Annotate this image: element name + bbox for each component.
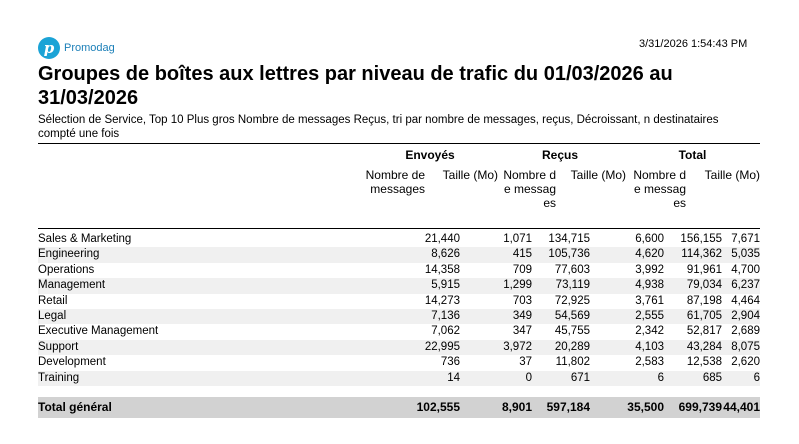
col-header-recv-size: Taille (Mo) bbox=[570, 168, 626, 182]
cell-recv-count: 20,289 bbox=[554, 340, 590, 353]
row-name: Training bbox=[38, 371, 80, 384]
cell-recv-size: 4,103 bbox=[635, 340, 664, 353]
group-header-total: Total bbox=[678, 148, 707, 162]
cell-recv-size: 4,938 bbox=[635, 279, 664, 292]
total-recv-size: 35,500 bbox=[627, 400, 664, 414]
cell-recv-count: 54,569 bbox=[554, 309, 590, 322]
cell-sent-size: 415 bbox=[512, 248, 532, 261]
report-title: Groupes de boîtes aux lettres par niveau de trafic du 01/03/2026 au 31/03/2026 bbox=[38, 63, 673, 109]
table-row bbox=[38, 371, 760, 386]
promodag-logo-icon: p bbox=[38, 37, 60, 59]
report-subtitle: Sélection de Service, Top 10 Plus gros Nombre de messages Reçus, tri par nombre de messages, reçus, Décroissant, n destinataires compté une fois bbox=[38, 114, 719, 140]
cell-total-count: 114,362 bbox=[681, 248, 722, 261]
table-row bbox=[38, 247, 760, 262]
cell-recv-size: 6 bbox=[657, 371, 664, 384]
table-body bbox=[38, 232, 760, 386]
cell-sent-count: 5,915 bbox=[431, 279, 460, 292]
cell-total-count: 61,705 bbox=[686, 309, 722, 322]
row-name: Engineering bbox=[38, 248, 100, 261]
cell-sent-count: 7,136 bbox=[431, 309, 460, 322]
grand-total-row bbox=[38, 397, 760, 418]
table-row bbox=[38, 355, 760, 370]
group-header-sent: Envoyés bbox=[405, 148, 455, 162]
row-name: Operations bbox=[38, 263, 95, 276]
cell-sent-size: 703 bbox=[512, 294, 532, 307]
cell-sent-size: 3,972 bbox=[503, 340, 532, 353]
cell-recv-size: 2,583 bbox=[635, 356, 664, 369]
row-name: Development bbox=[38, 356, 106, 369]
group-header-received: Reçus bbox=[541, 148, 579, 162]
col-header-total-size: Taille (Mo) bbox=[704, 168, 760, 182]
cell-recv-count: 77,603 bbox=[554, 263, 590, 276]
cell-total-count: 79,034 bbox=[686, 279, 722, 292]
total-sent-count: 102,555 bbox=[416, 400, 460, 414]
total-total-count: 699,739 bbox=[678, 400, 722, 414]
table-row bbox=[38, 263, 760, 278]
cell-total-size: 2,689 bbox=[731, 325, 760, 338]
cell-recv-count: 134,715 bbox=[548, 233, 590, 245]
cell-sent-count: 14,358 bbox=[424, 263, 460, 276]
cell-recv-count: 45,755 bbox=[554, 325, 590, 338]
cell-sent-count: 21,440 bbox=[424, 233, 460, 245]
cell-total-size: 6,237 bbox=[731, 279, 760, 292]
table-row bbox=[38, 232, 760, 247]
cell-sent-size: 1,299 bbox=[503, 279, 532, 292]
cell-sent-size: 37 bbox=[519, 356, 532, 369]
cell-total-size: 2,904 bbox=[731, 309, 760, 322]
cell-total-count: 91,961 bbox=[686, 263, 722, 276]
table-row bbox=[38, 340, 760, 355]
cell-total-size: 4,700 bbox=[731, 263, 760, 276]
cell-sent-count: 14 bbox=[447, 371, 460, 384]
row-name: Sales & Marketing bbox=[38, 233, 132, 245]
grand-total-label: Total général bbox=[38, 400, 112, 414]
total-sent-size: 8,901 bbox=[501, 400, 532, 414]
cell-sent-count: 14,273 bbox=[424, 294, 460, 307]
col-header-recv-count: Nombre de messages bbox=[503, 168, 556, 210]
cell-recv-count: 72,925 bbox=[554, 294, 590, 307]
cell-total-size: 6 bbox=[753, 371, 760, 384]
col-header-sent-size: Taille (Mo) bbox=[442, 168, 498, 182]
cell-sent-size: 347 bbox=[512, 325, 532, 338]
cell-recv-size: 6,600 bbox=[635, 233, 664, 245]
report-timestamp: 3/31/2026 1:54:43 PM bbox=[639, 38, 748, 50]
cell-sent-count: 22,995 bbox=[424, 340, 460, 353]
total-recv-count: 597,184 bbox=[546, 400, 590, 414]
cell-recv-size: 2,342 bbox=[635, 325, 664, 338]
cell-total-count: 156,155 bbox=[680, 233, 722, 245]
promodag-logo bbox=[38, 37, 115, 59]
cell-total-size: 4,464 bbox=[731, 294, 760, 307]
cell-sent-size: 0 bbox=[525, 371, 532, 384]
cell-total-count: 685 bbox=[702, 371, 722, 384]
header-rule bbox=[38, 143, 760, 144]
cell-recv-size: 3,992 bbox=[635, 263, 664, 276]
cell-recv-count: 11,802 bbox=[555, 356, 590, 369]
row-name: Retail bbox=[38, 294, 68, 307]
cell-total-count: 52,817 bbox=[686, 325, 722, 338]
cell-total-size: 8,075 bbox=[731, 340, 760, 353]
col-header-sent-count: Nombre de messages bbox=[365, 168, 425, 196]
cell-total-size: 2,620 bbox=[731, 356, 760, 369]
row-name: Executive Management bbox=[38, 325, 159, 338]
row-name: Management bbox=[38, 279, 106, 292]
cell-total-count: 87,198 bbox=[686, 294, 722, 307]
cell-recv-size: 3,761 bbox=[635, 294, 664, 307]
total-total-size: 44,401 bbox=[723, 400, 760, 414]
cell-recv-size: 2,555 bbox=[635, 309, 664, 322]
row-name: Legal bbox=[38, 309, 67, 322]
col-header-total-count: Nombre de messages bbox=[633, 168, 686, 210]
table-row bbox=[38, 294, 760, 309]
cell-recv-count: 671 bbox=[570, 371, 590, 384]
cell-sent-count: 7,062 bbox=[431, 325, 460, 338]
row-name: Support bbox=[38, 340, 79, 353]
table-row bbox=[38, 309, 760, 324]
cell-total-count: 12,538 bbox=[686, 356, 722, 369]
cell-sent-count: 8,626 bbox=[431, 248, 460, 261]
cell-sent-size: 1,071 bbox=[503, 233, 532, 245]
cell-recv-count: 73,119 bbox=[555, 279, 590, 292]
cell-recv-size: 4,620 bbox=[635, 248, 664, 261]
cell-total-count: 43,284 bbox=[686, 340, 722, 353]
cell-sent-count: 736 bbox=[440, 356, 460, 369]
cell-total-size: 7,671 bbox=[731, 233, 760, 245]
cell-total-size: 5,035 bbox=[731, 248, 760, 261]
column-header-rule bbox=[38, 228, 760, 229]
cell-recv-count: 105,736 bbox=[548, 248, 590, 261]
logo-text: Promodag bbox=[64, 42, 115, 54]
table-row bbox=[38, 278, 760, 293]
table-row bbox=[38, 324, 760, 339]
cell-sent-size: 709 bbox=[512, 263, 532, 276]
cell-sent-size: 349 bbox=[512, 309, 532, 322]
